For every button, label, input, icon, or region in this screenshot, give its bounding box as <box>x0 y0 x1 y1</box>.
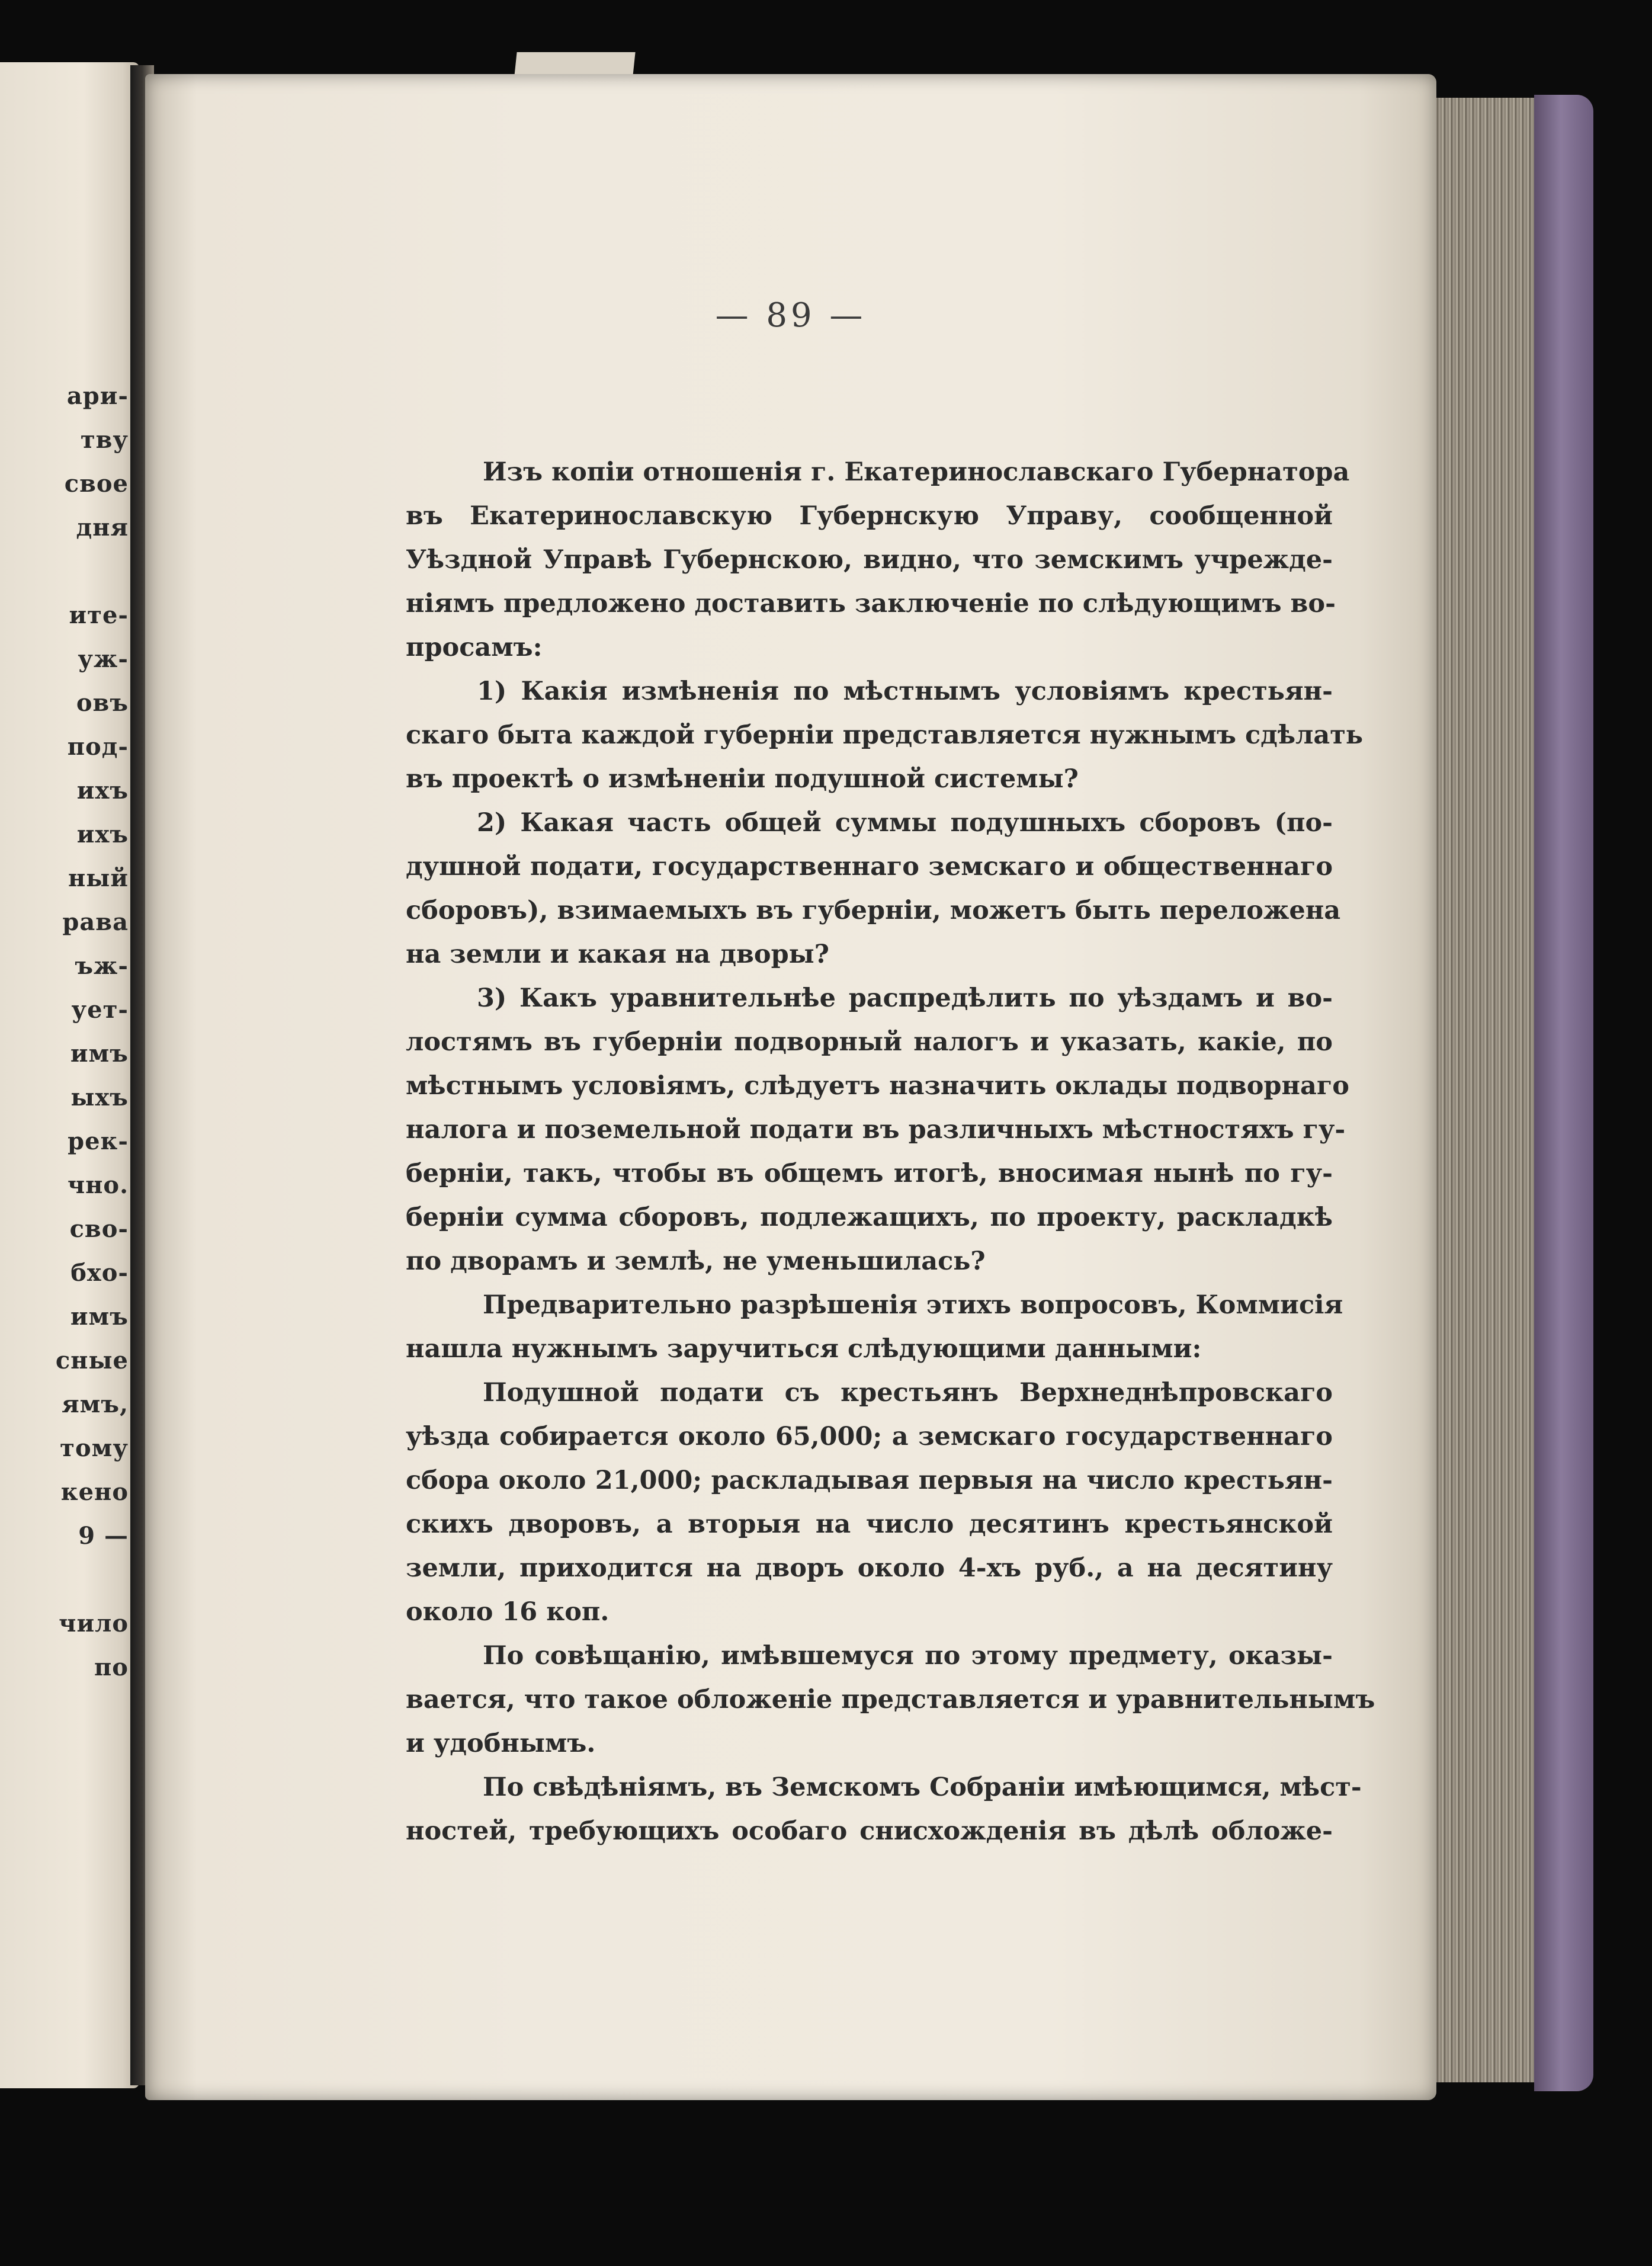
left-page-fragment: по <box>94 1653 129 1681</box>
left-page-fragment: рек- <box>68 1127 129 1155</box>
text-line: налога и поземельной подати въ различныхъ мѣстностяхъ гу- <box>406 1115 1346 1145</box>
left-page-fragment: ный <box>68 864 129 892</box>
text-line: въ Екатеринославскую Губернскую Управу, сообщенной <box>406 501 1333 531</box>
body-text <box>406 450 1375 1853</box>
right-page <box>145 74 1436 2100</box>
left-page-fragment: ует- <box>71 996 129 1024</box>
left-page-fragment: тву <box>80 426 129 454</box>
left-page-fragment: ямъ, <box>62 1390 129 1418</box>
left-page-fragment: чило <box>59 1610 129 1637</box>
book-cover-edge <box>1534 95 1593 2091</box>
text-line: По свѣдѣніямъ, въ Земскомъ Собраніи имѣющимся, мѣст- <box>483 1773 1362 1802</box>
text-line: мѣстнымъ условіямъ, слѣдуетъ назначить оклады подворнаго <box>406 1071 1349 1101</box>
text-line: просамъ: <box>406 633 543 662</box>
text-line: скаго быта каждой губерніи представляется нужнымъ сдѣлать <box>406 720 1364 750</box>
text-line: по дворамъ и землѣ, не уменьшилась? <box>406 1246 986 1276</box>
text-line: около 16 коп. <box>406 1597 610 1627</box>
left-page <box>0 62 139 2088</box>
left-page-fragment: свое <box>64 470 129 498</box>
left-page-fragment: имъ <box>70 1303 129 1331</box>
left-page-fragment: чно. <box>67 1171 129 1199</box>
left-page-fragment: ыхъ <box>70 1084 129 1111</box>
text-line: вается, что такое обложеніе представляется и уравнительнымъ <box>406 1685 1375 1714</box>
left-page-fragment: сво- <box>69 1215 129 1243</box>
text-line: Уѣздной Управѣ Губернскою, видно, что земскимъ учрежде- <box>406 545 1333 575</box>
left-page-fragment: овъ <box>76 689 129 717</box>
left-page-fragment: имъ <box>70 1040 129 1068</box>
left-page-fragment: ихъ <box>76 777 129 805</box>
left-page-fragment: 9 — <box>78 1522 129 1550</box>
text-line: сборовъ), взимаемыхъ въ губерніи, можетъ быть переложена <box>406 896 1341 925</box>
left-page-fragment: ари- <box>66 382 129 410</box>
text-line: лостямъ въ губерніи подворный налогъ и указать, какіе, по <box>406 1027 1333 1057</box>
left-page-fragment: ъж- <box>75 952 129 980</box>
text-line: скихъ дворовъ, а вторыя на число десятинъ крестьянской <box>406 1509 1333 1539</box>
left-page-fragment: дня <box>76 514 129 541</box>
text-line: берніи, такъ, чтобы въ общемъ итогѣ, вносимая нынѣ по гу- <box>406 1159 1333 1188</box>
left-page-fragment: ихъ <box>76 820 129 848</box>
text-line: душной подати, государственнаго земскаго и общественнаго <box>406 852 1333 882</box>
left-page-fragment: уж- <box>78 645 129 673</box>
text-line: сбора около 21,000; раскладывая первыя на число крестьян- <box>406 1466 1333 1495</box>
text-line: По совѣщанію, имѣвшемуся по этому предмету, оказы- <box>483 1641 1333 1671</box>
left-page-text-fragments <box>0 62 139 2088</box>
text-line: ніямъ предложено доставить заключеніе по слѣдующимъ во- <box>406 589 1336 618</box>
left-page-fragment: кено <box>60 1478 129 1506</box>
text-line: Предварительно разрѣшенія этихъ вопросовъ, Коммисія <box>483 1290 1343 1320</box>
text-line: берніи сумма сборовъ, подлежащихъ, по проекту, раскладкѣ <box>406 1203 1333 1232</box>
left-page-fragment: под- <box>67 733 129 761</box>
left-page-fragment: бхо- <box>70 1259 129 1287</box>
text-line: Изъ копіи отношенія г. Екатеринославскаго Губернатора <box>483 457 1350 487</box>
left-page-fragment: тому <box>60 1434 129 1462</box>
text-line: на земли и какая на дворы? <box>406 940 829 969</box>
text-line: уѣзда собирается около 65,000; а земскаго государственнаго <box>406 1422 1333 1451</box>
text-line: 2) Какая часть общей суммы подушныхъ сборовъ (по- <box>477 808 1333 838</box>
text-line: нашла нужнымъ заручиться слѣдующими данными: <box>406 1334 1202 1364</box>
text-line: Подушной подати съ крестьянъ Верхнеднѣпровскаго <box>483 1378 1333 1408</box>
left-page-fragment: сные <box>55 1347 129 1374</box>
text-line: и удобнымъ. <box>406 1729 596 1758</box>
text-line: въ проектѣ о измѣненіи подушной системы? <box>406 764 1079 794</box>
left-page-fragment: рава <box>62 908 129 936</box>
text-line: земли, приходится на дворъ около 4-хъ руб., а на десятину <box>406 1553 1333 1583</box>
text-line: 1) Какія измѣненія по мѣстнымъ условіямъ крестьян- <box>477 677 1333 706</box>
page-number: — 89 — <box>715 296 867 335</box>
text-line: ностей, требующихъ особаго снисхожденія въ дѣлѣ обложе- <box>406 1816 1333 1846</box>
text-line: 3) Какъ уравнительнѣе распредѣлить по уѣздамъ и во- <box>477 983 1333 1013</box>
left-page-fragment: ите- <box>69 601 129 629</box>
